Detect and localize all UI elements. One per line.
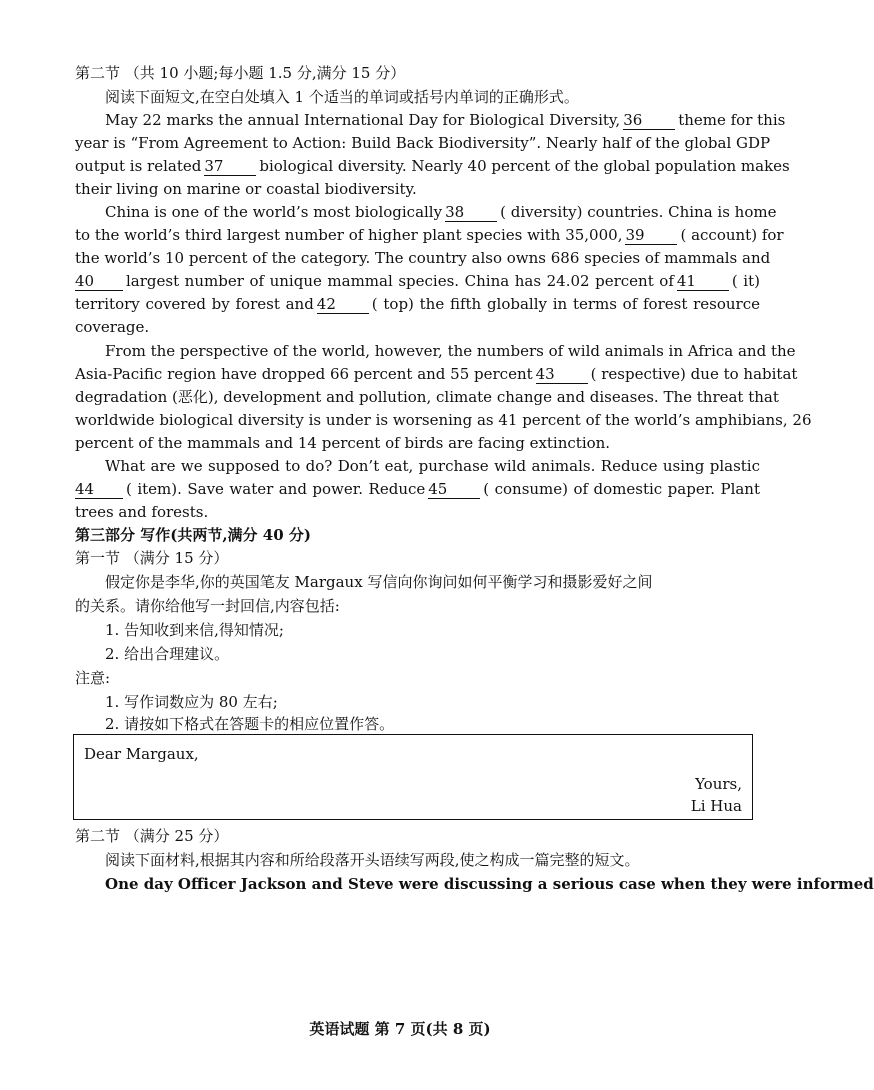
passage-line: to the world’s third largest number of higher plant species with 35,000, 39 ( account) for (75, 226, 784, 244)
task-point: 2. 给出合理建议。 (105, 645, 230, 663)
blank-42: 42 (317, 296, 369, 314)
blank-43: 43 (536, 366, 588, 384)
continuation-instruction: 阅读下面材料,根据其内容和所给段落开头语续写两段,使之构成一篇完整的短文。 (105, 851, 640, 869)
blank-38: 38 (445, 204, 497, 222)
letter-signature: Li Hua (690, 797, 742, 815)
passage-line: Asia-Pacific region have dropped 66 percent and 55 percent 43 ( respective) due to habitat (75, 365, 798, 383)
task-line: 的关系。请你给他写一封回信,内容包括: (75, 597, 340, 615)
letter-closing: Yours, (695, 775, 742, 793)
passage-line: output is related 37 biological diversity. Nearly 40 percent of the global population makes (75, 157, 790, 175)
passage-line: From the perspective of the world, however, the numbers of wild animals in Africa and the (105, 342, 796, 360)
section2-heading: 第二节 （共 10 小题;每小题 1.5 分,满分 15 分） (75, 64, 406, 82)
note-item: 2. 请按如下格式在答题卡的相应位置作答。 (105, 715, 395, 733)
passage-line: What are we supposed to do? Don’t eat, purchase wild animals. Reduce using plastic (105, 457, 760, 475)
blank-39: 39 (625, 227, 677, 245)
task-line: 假定你是李华,你的英国笔友 Margaux 写信向你询问如何平衡学习和摄影爱好之间 (105, 573, 653, 591)
passage-line: the world’s 10 percent of the category. The country also owns 686 species of mammals and (75, 249, 771, 267)
passage-line: percent of the mammals and 14 percent of birds are facing extinction. (75, 434, 611, 452)
blank-36: 36 (623, 112, 675, 130)
passage-line: coverage. (75, 318, 150, 336)
story-opening: One day Officer Jackson and Steve were discussing a serious case when they were informed (105, 875, 874, 893)
letter-format-box (73, 734, 753, 820)
note-item: 1. 写作词数应为 80 左右; (105, 693, 278, 711)
blank-37: 37 (204, 158, 256, 176)
passage-line: May 22 marks the annual International Day for Biological Diversity, 36 theme for this (105, 111, 786, 129)
letter-greeting: Dear Margaux, (84, 745, 199, 763)
blank-40: 40 (75, 273, 123, 291)
page-footer: 英语试题 第 7 页(共 8 页) (309, 1020, 491, 1038)
passage-line: worldwide biological diversity is under is worsening as 41 percent of the world’s amphibians, 26 (75, 411, 812, 429)
passage-line: year is “From Agreement to Action: Build Back Biodiversity”. Nearly half of the global GDP (75, 134, 771, 152)
note-label: 注意: (75, 669, 111, 687)
blank-44: 44 (75, 481, 123, 499)
blank-41: 41 (677, 273, 729, 291)
task-point: 1. 告知收到来信,得知情况; (105, 621, 284, 639)
part3-section1-heading: 第一节 （满分 15 分） (75, 549, 229, 567)
passage-line: 44 ( item). Save water and power. Reduce 45 ( consume) of domestic paper. Plant (75, 480, 760, 498)
section2-instruction: 阅读下面短文,在空白处填入 1 个适当的单词或括号内单词的正确形式。 (105, 88, 579, 106)
passage-line: 40 largest number of unique mammal species. China has 24.02 percent of 41 ( it) (75, 272, 760, 290)
passage-line: China is one of the world’s most biologically 38 ( diversity) countries. China is home (105, 203, 777, 221)
blank-45: 45 (428, 481, 480, 499)
passage-line: trees and forests. (75, 503, 209, 521)
passage-line: degradation (恶化), development and pollution, climate change and diseases. The threat that (75, 388, 779, 406)
passage-line: their living on marine or coastal biodiversity. (75, 180, 417, 198)
part3-section2-heading: 第二节 （满分 25 分） (75, 827, 229, 845)
part3-heading: 第三部分 写作(共两节,满分 40 分) (75, 526, 311, 544)
passage-line: territory covered by forest and 42 ( top) the fifth globally in terms of forest resource (75, 295, 760, 313)
